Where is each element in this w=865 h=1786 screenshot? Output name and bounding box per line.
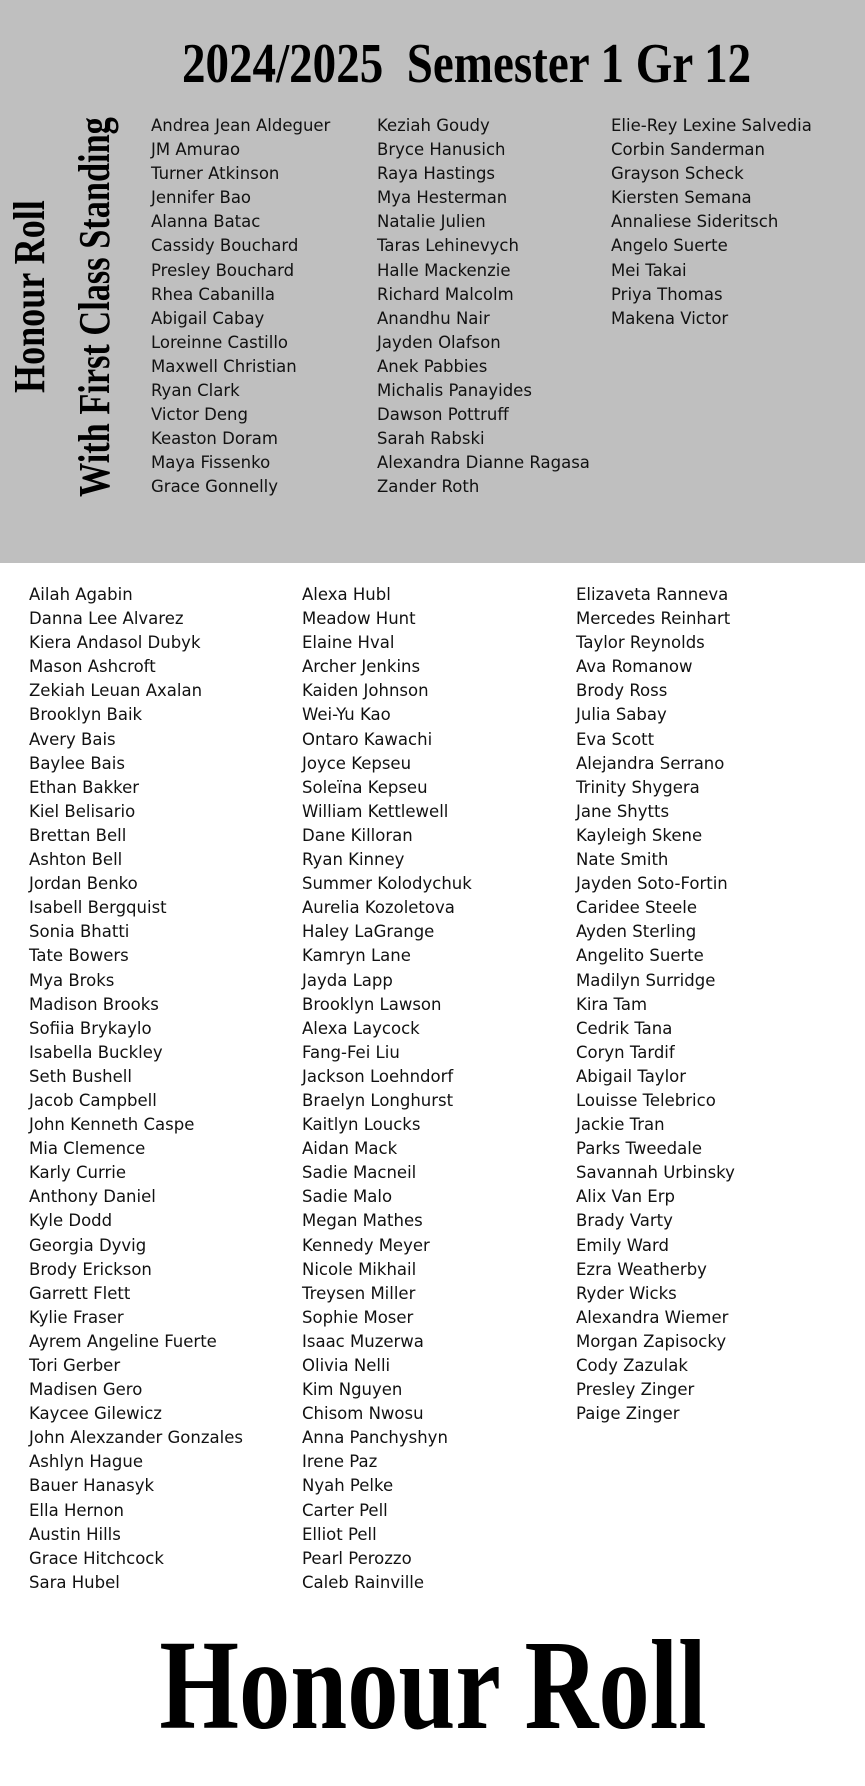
student-name: Summer Kolodychuk	[302, 874, 472, 894]
student-name: Elaine Hval	[302, 633, 395, 653]
student-name: Brooklyn Baik	[29, 705, 143, 725]
vertical-heading-honour-roll: Honour Roll	[5, 200, 54, 393]
student-name: Jacob Campbell	[29, 1090, 157, 1110]
student-name: Sadie Macneil	[302, 1163, 417, 1183]
student-name: Kiera Andasol Dubyk	[29, 633, 201, 653]
student-name: Grace Gonnelly	[151, 477, 279, 497]
student-name: Keziah Goudy	[377, 116, 490, 135]
student-name: Abigail Cabay	[151, 308, 265, 328]
student-name: Turner Atkinson	[151, 164, 280, 184]
student-name: Parks Tweedale	[576, 1139, 702, 1159]
honour-roll-column-2	[302, 583, 472, 1595]
student-name: Ashton Bell	[29, 850, 123, 870]
student-name: Garrett Flett	[29, 1283, 131, 1303]
student-name: Taylor Reynolds	[576, 633, 705, 653]
student-name: Maxwell Christian	[151, 356, 297, 376]
student-name: Julia Sabay	[576, 705, 667, 725]
student-name: Dawson Pottruff	[377, 405, 509, 425]
student-name: Tori Gerber	[29, 1356, 121, 1375]
student-name: Ryder Wicks	[576, 1283, 677, 1303]
student-name: Kylie Fraser	[29, 1307, 124, 1327]
student-name: Jordan Benko	[29, 874, 138, 894]
student-name: Ryan Kinney	[302, 850, 405, 870]
student-name: Jackie Tran	[576, 1115, 665, 1135]
student-name: Mya Broks	[29, 970, 115, 990]
student-name: Caleb Rainville	[302, 1572, 425, 1592]
first-class-column-1	[151, 114, 330, 500]
student-name: Taras Lehinevych	[377, 236, 519, 256]
student-name: Sophie Moser	[302, 1307, 414, 1327]
student-name: John Alexzander Gonzales	[29, 1428, 243, 1448]
student-name: Kiersten Semana	[611, 188, 752, 208]
student-name: Brody Ross	[576, 681, 668, 701]
student-name: Maya Fissenko	[151, 453, 271, 473]
student-name: Trinity Shygera	[576, 777, 700, 797]
student-name: Kim Nguyen	[302, 1380, 403, 1400]
student-name: Pearl Perozzo	[302, 1548, 412, 1568]
student-name: Kaitlyn Loucks	[302, 1115, 421, 1135]
student-name: Anna Panchyshyn	[302, 1428, 448, 1448]
student-name: Kayleigh Skene	[576, 825, 703, 845]
student-name: Kiel Belisario	[29, 801, 136, 821]
student-name: Mia Clemence	[29, 1139, 146, 1159]
student-name: Jane Shytts	[576, 801, 670, 821]
student-name: Ayden Sterling	[576, 922, 697, 942]
page-title: 2024/2025 Semester 1 Gr 12	[182, 33, 752, 95]
first-class-panel	[0, 0, 865, 563]
student-name: Richard Malcolm	[377, 284, 514, 304]
student-name: Presley Zinger	[576, 1380, 695, 1400]
student-name: Ella Hernon	[29, 1500, 125, 1520]
student-name: Mercedes Reinhart	[576, 609, 731, 629]
student-name: Brady Varty	[576, 1211, 673, 1231]
student-name: Sara Hubel	[29, 1572, 120, 1592]
student-name: Madison Brooks	[29, 994, 159, 1014]
student-name: Bryce Hanusich	[377, 140, 506, 160]
student-name: Soleïna Kepseu	[302, 777, 428, 797]
footer-title	[0, 1610, 865, 1760]
student-name: Morgan Zapisocky	[576, 1331, 727, 1351]
student-name: Emily Ward	[576, 1235, 670, 1255]
student-name: Louisse Telebrico	[576, 1090, 716, 1110]
student-name: Ashlyn Hague	[29, 1452, 143, 1472]
student-name: Priya Thomas	[611, 284, 723, 304]
student-name: Grayson Scheck	[611, 164, 744, 184]
student-name: Ava Romanow	[576, 657, 693, 677]
honour-roll-column-3	[576, 583, 735, 1426]
first-class-column-2	[377, 114, 590, 500]
student-name: Cedrik Tana	[576, 1018, 673, 1038]
student-name: Ryan Clark	[151, 381, 240, 401]
student-name: Keaston Doram	[151, 429, 278, 449]
student-name: Carter Pell	[302, 1500, 388, 1520]
student-name: Wei-Yu Kao	[302, 705, 391, 725]
student-name: Brettan Bell	[29, 825, 127, 845]
student-name: Angelo Suerte	[611, 236, 728, 256]
student-name: Eva Scott	[576, 729, 655, 749]
student-name: Kaiden Johnson	[302, 681, 429, 701]
student-name: Raya Hastings	[377, 164, 496, 184]
student-name: Kennedy Meyer	[302, 1235, 430, 1255]
student-name: Alexandra Wiemer	[576, 1307, 729, 1327]
student-name: Ezra Weatherby	[576, 1259, 707, 1279]
student-name: Savannah Urbinsky	[576, 1163, 735, 1183]
student-name: Elie-Rey Lexine Salvedia	[611, 116, 812, 135]
student-name: Jayda Lapp	[302, 970, 393, 990]
student-name: Aidan Mack	[302, 1139, 398, 1159]
student-name: Isaac Muzerwa	[302, 1331, 424, 1351]
student-name: Haley LaGrange	[302, 922, 435, 942]
student-name: Aurelia Kozoletova	[302, 898, 455, 918]
student-name: Alix Van Erp	[576, 1187, 675, 1207]
student-name: Georgia Dyvig	[29, 1235, 147, 1255]
student-name: Alexa Hubl	[302, 585, 391, 604]
vertical-heading-first-class: With First Class Standing	[70, 117, 119, 497]
student-name: Treysen Miller	[302, 1283, 416, 1303]
student-name: Anandhu Nair	[377, 308, 490, 328]
student-name: Kaycee Gilewicz	[29, 1404, 162, 1424]
student-name: Ayrem Angeline Fuerte	[29, 1331, 217, 1351]
student-name: Ontaro Kawachi	[302, 729, 433, 749]
student-name: Isabell Bergquist	[29, 898, 167, 918]
student-name: Ethan Bakker	[29, 777, 140, 797]
student-name: Archer Jenkins	[302, 657, 421, 677]
student-name: Andrea Jean Aldeguer	[151, 116, 331, 135]
student-name: Sonia Bhatti	[29, 922, 130, 942]
student-name: Coryn Tardif	[576, 1042, 675, 1062]
student-name: Chisom Nwosu	[302, 1404, 424, 1424]
student-name: Alexandra Dianne Ragasa	[377, 453, 590, 473]
honour-roll-column-1	[29, 583, 243, 1595]
student-name: Madilyn Surridge	[576, 970, 716, 990]
student-name: Brody Erickson	[29, 1259, 152, 1279]
student-name: Seth Bushell	[29, 1066, 132, 1086]
student-name: William Kettlewell	[302, 801, 449, 821]
student-name: Kamryn Lane	[302, 946, 411, 966]
student-name: Jayden Olafson	[377, 332, 501, 352]
student-name: Alejandra Serrano	[576, 753, 725, 773]
student-name: Olivia Nelli	[302, 1356, 391, 1375]
student-name: JM Amurao	[151, 140, 241, 160]
student-name: Zekiah Leuan Axalan	[29, 681, 203, 701]
student-name: Meadow Hunt	[302, 609, 416, 629]
student-name: Zander Roth	[377, 477, 480, 497]
student-name: Natalie Julien	[377, 212, 486, 232]
student-name: Kira Tam	[576, 994, 648, 1014]
student-name: Abigail Taylor	[576, 1066, 687, 1086]
student-name: Elliot Pell	[302, 1524, 377, 1544]
student-name: Austin Hills	[29, 1524, 121, 1544]
student-name: Cody Zazulak	[576, 1356, 688, 1375]
student-name: Irene Paz	[302, 1452, 378, 1472]
first-class-column-3	[611, 114, 812, 331]
student-name: Nyah Pelke	[302, 1476, 394, 1496]
student-name: Sofiia Brykaylo	[29, 1018, 152, 1038]
student-name: Makena Victor	[611, 308, 729, 328]
student-name: Jayden Soto-Fortin	[576, 874, 728, 894]
student-name: Michalis Panayides	[377, 381, 532, 401]
student-name: Mya Hesterman	[377, 188, 508, 208]
student-name: Alexa Laycock	[302, 1018, 420, 1038]
student-name: Rhea Cabanilla	[151, 284, 275, 304]
student-name: Sadie Malo	[302, 1187, 393, 1207]
student-name: Victor Deng	[151, 405, 248, 425]
student-name: Mei Takai	[611, 260, 687, 280]
student-name: Alanna Batac	[151, 212, 261, 232]
student-name: Bauer Hanasyk	[29, 1476, 155, 1496]
student-name: Madisen Gero	[29, 1380, 143, 1400]
student-name: Caridee Steele	[576, 898, 698, 918]
student-name: Isabella Buckley	[29, 1042, 163, 1062]
student-name: Fang-Fei Liu	[302, 1042, 400, 1062]
student-name: Cassidy Bouchard	[151, 236, 299, 256]
student-name: Angelito Suerte	[576, 946, 704, 966]
student-name: Nate Smith	[576, 850, 669, 870]
student-name: Jennifer Bao	[151, 188, 252, 208]
student-name: Dane Killoran	[302, 825, 413, 845]
student-name: Megan Mathes	[302, 1211, 423, 1231]
student-name: Elizaveta Ranneva	[576, 585, 729, 604]
student-name: Grace Hitchcock	[29, 1548, 164, 1568]
student-name: Halle Mackenzie	[377, 260, 511, 280]
student-name: Mason Ashcroft	[29, 657, 156, 677]
student-name: Anek Pabbies	[377, 356, 488, 376]
student-name: Loreinne Castillo	[151, 332, 289, 352]
student-name: Sarah Rabski	[377, 429, 485, 449]
student-name: Anthony Daniel	[29, 1187, 156, 1207]
footer-title-text: Honour Roll	[158, 1614, 707, 1756]
student-name: Tate Bowers	[29, 946, 129, 966]
student-name: Nicole Mikhail	[302, 1259, 417, 1279]
student-name: Joyce Kepseu	[302, 753, 412, 773]
student-name: Kyle Dodd	[29, 1211, 113, 1231]
student-name: Brooklyn Lawson	[302, 994, 442, 1014]
student-name: Ailah Agabin	[29, 585, 133, 604]
student-name: Danna Lee Alvarez	[29, 609, 184, 629]
student-name: Jackson Loehndorf	[302, 1066, 454, 1086]
student-name: Corbin Sanderman	[611, 140, 765, 160]
student-name: Baylee Bais	[29, 753, 125, 773]
student-name: Karly Currie	[29, 1163, 127, 1183]
student-name: Annaliese Sideritsch	[611, 212, 779, 232]
student-name: Paige Zinger	[576, 1404, 680, 1424]
student-name: John Kenneth Caspe	[29, 1115, 195, 1135]
student-name: Presley Bouchard	[151, 260, 295, 280]
student-name: Avery Bais	[29, 729, 116, 749]
student-name: Braelyn Longhurst	[302, 1090, 454, 1110]
